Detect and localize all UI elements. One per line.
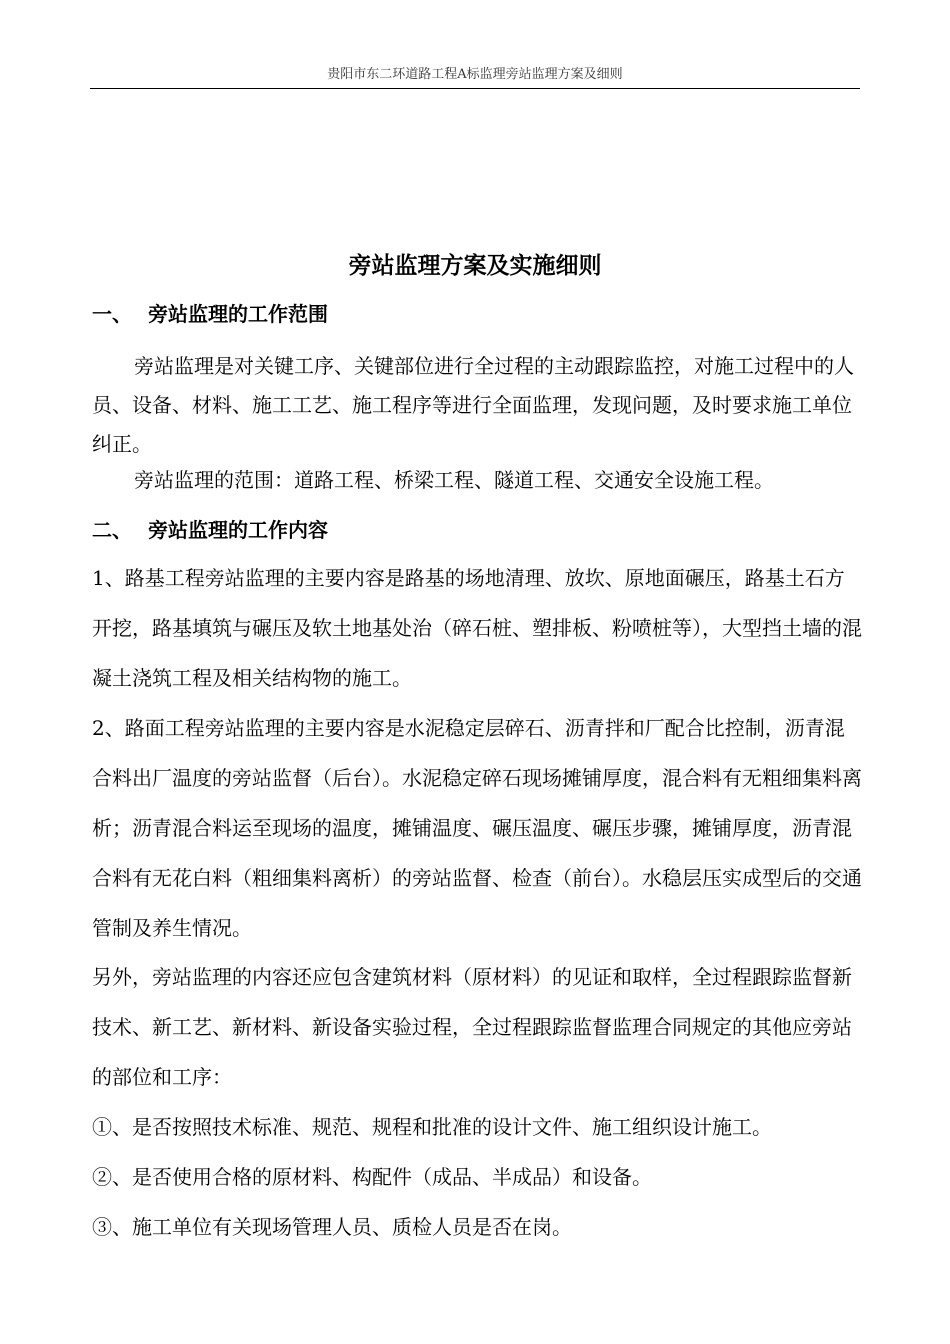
list-item-check-1: ①、是否按照技术标准、规范、规程和批准的设计文件、施工组织设计施工。 (92, 1115, 772, 1139)
paragraph-pavement-supervision: 2、路面工程旁站监理的主要内容是水泥稳定层碎石、沥青拌和厂配合比控制，沥青混合料出厂温度的旁站监督（后台）。水泥稳定碎石现场摊铺厚度，混合料有无粗细集料离析；沥青混合料运至现场的温度，摊铺温度、碾压温度、碾压步骤，摊铺厚度，沥青混合料有无花白料（粗细集料离析）的旁站监督、检查（前台）。水稳层压实成型后的交通管制及养生情况。 (92, 716, 862, 940)
section-heading-content (92, 516, 860, 544)
paragraph-scope-range: 旁站监理的范围：道路工程、桥梁工程、隧道工程、交通安全设施工程。 (134, 468, 774, 492)
section-number: 一、 (92, 302, 132, 326)
list-item-check-2: ②、是否使用合格的原材料、构配件（成品、半成品）和设备。 (92, 1165, 652, 1189)
running-title: 贵阳市东二环道路工程A标监理旁站监理方案及细则 (327, 67, 623, 82)
paragraph-subgrade-supervision: 1、路基工程旁站监理的主要内容是路基的场地清理、放坎、原地面碾压，路基土石方开挖，路基填筑与碾压及软土地基处治（碎石桩、塑排板、粉喷桩等），大型挡土墙的混凝土浇筑工程及相关结构物的施工。 (92, 566, 862, 690)
paragraph-scope-description: 旁站监理是对关键工序、关键部位进行全过程的主动跟踪监控，对施工过程中的人员、设备、材料、施工工艺、施工程序等进行全面监理，发现问题，及时要求施工单位纠正。 (92, 354, 854, 456)
paragraph-additional-supervision: 另外，旁站监理的内容还应包含建筑材料（原材料）的见证和取样，全过程跟踪监督新技术、新工艺、新材料、新设备实验过程，全过程跟踪监督监理合同规定的其他应旁站的部位和工序： (92, 965, 852, 1089)
page-header (90, 66, 860, 89)
section-heading-text: 旁站监理的工作范围 (148, 302, 328, 326)
document-title: 旁站监理方案及实施细则 (348, 252, 602, 279)
section-heading-scope (92, 300, 860, 328)
section-number: 二、 (92, 518, 132, 542)
list-item-check-3: ③、施工单位有关现场管理人员、质检人员是否在岗。 (92, 1215, 572, 1239)
section-heading-text: 旁站监理的工作内容 (148, 518, 328, 542)
